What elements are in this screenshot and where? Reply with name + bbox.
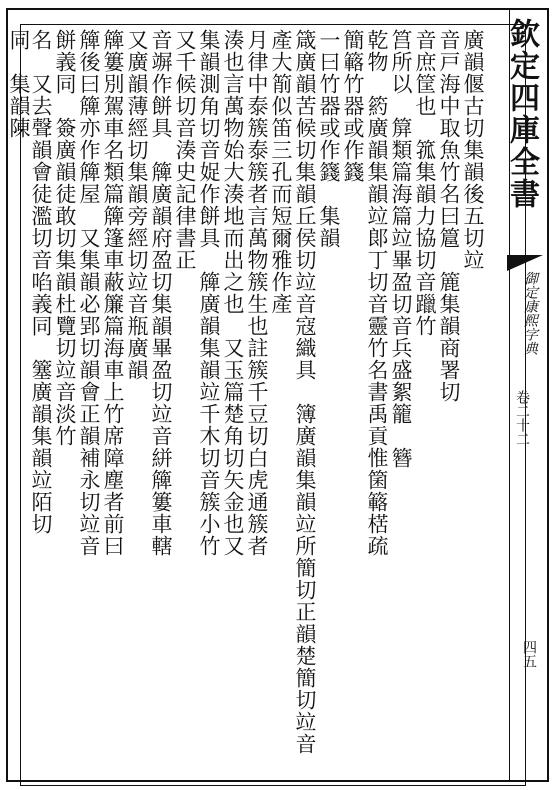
margin-tab: [507, 255, 543, 375]
text-column: 集韻測角切音娖作餅具 簰廣韻集韻竝千木切音簇小竹: [197, 29, 221, 557]
volume-label: 卷二十二: [514, 390, 530, 446]
text-block: [7, 24, 526, 786]
folio-number: 四五: [521, 640, 537, 668]
text-column: 音竮作餅具 簰廣韻府盈切集韻畢盈切竝音絣簰簍車轄: [149, 29, 173, 557]
text-column: 箴廣韻苦候切集韻丘侯切竝音寇織具 簿廣韻集韻竝所簡切正韻楚簡切竝音: [293, 29, 317, 755]
margin-label: 御定康熙字典: [522, 271, 538, 355]
text-column: 音戸海中取魚竹名曰簄 簏集韻商署切: [437, 29, 461, 403]
text-column: 產大箾似笛三孔而短爾雅作產: [269, 29, 293, 315]
text-column: 又千候切音湊史記律書正: [173, 29, 197, 271]
text-column: 一曰竹器或作籛 集韻: [317, 29, 341, 249]
text-column: 廣韻偃古切集韻後五切竝: [461, 29, 485, 271]
text-column: 乾物 箹廣韻集韻竝郞丁切音靈竹名書禹貢惟箘簵楛疏: [365, 29, 389, 557]
page-border: [6, 8, 549, 782]
text-column: 湊也言萬物始大湊地而出之也 又玉篇楚角切矢金也又: [221, 29, 245, 557]
text-column: 筥所以 箳類篇海篇竝畢盈切音兵盛絮籠 簪: [389, 29, 413, 469]
text-column: 餅義同 簽廣韻徒敢切集韻杜覽切竝音淡竹: [53, 29, 77, 447]
text-column: 簰後曰簰亦作簰屋 又集韻必郢切韻會正韻補永切竝音: [77, 29, 101, 557]
text-column: 簡簵竹器或作籛: [341, 29, 365, 183]
text-column: 音庶筐也 箛集韻力協切音躐竹: [413, 29, 437, 337]
text-column: 簰簍別駕車名類篇簰篷車蔽簾篇海車上竹席障塵者前曰: [101, 29, 125, 557]
text-column: 名 又去聲韻會徒濫切音啗義同 簺廣韻集韻竝陌切: [29, 29, 53, 535]
text-column: 月律中泰簇泰簇者言萬物簇生也註簇千豆切白虎通簇者: [245, 29, 269, 557]
text-column: 同 集韻陳: [7, 29, 31, 139]
header-column: [504, 10, 547, 780]
text-column: 又廣韻薄經切集韻旁經切竝音瓶廣韻: [125, 29, 149, 381]
fishtail-mark: [507, 255, 543, 271]
book-title: 欽定四庫全書: [504, 18, 539, 210]
